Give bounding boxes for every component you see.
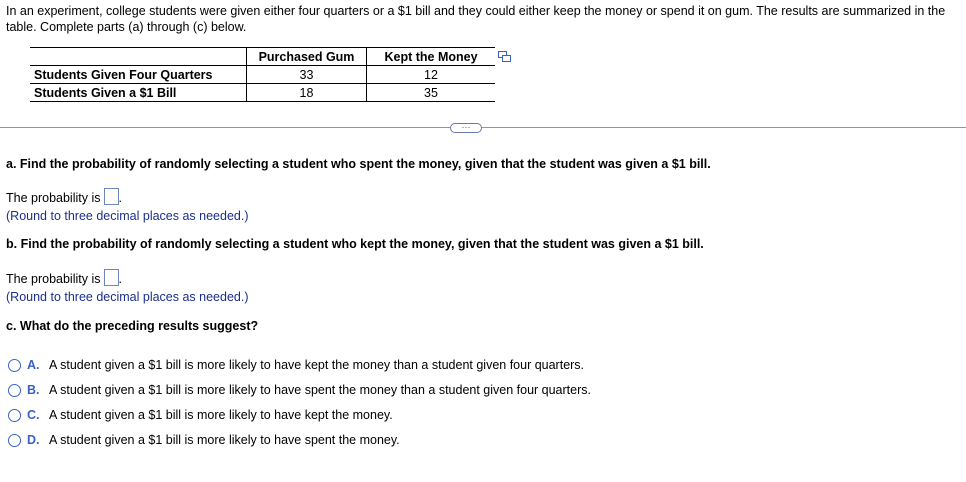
part-a-hint: (Round to three decimal places as needed.) bbox=[6, 209, 249, 223]
part-b-hint: (Round to three decimal places as needed.) bbox=[6, 290, 249, 304]
more-button[interactable]: ··· bbox=[450, 123, 482, 133]
table-cell: 18 bbox=[247, 84, 367, 102]
option-text: A student given a $1 bill is more likely to have kept the money. bbox=[49, 408, 393, 422]
part-b-answer-input[interactable] bbox=[104, 269, 119, 286]
problem-intro: In an experiment, college students were given either four quarters or a $1 bill and they could either keep the money or spend it on gum. The results are summarized in the table. Complete parts (a) through (c) below. bbox=[6, 4, 946, 34]
table-row bbox=[30, 84, 495, 102]
part-a-prompt: The probability is bbox=[6, 191, 101, 205]
part-a-answer-line: The probability is . bbox=[6, 188, 122, 205]
copy-table-icon[interactable] bbox=[498, 51, 507, 58]
radio-button[interactable] bbox=[8, 409, 21, 422]
option-letter: D. bbox=[27, 433, 40, 447]
option-b[interactable] bbox=[8, 383, 591, 397]
option-letter: B. bbox=[27, 383, 40, 397]
row-label: Students Given Four Quarters bbox=[30, 66, 247, 84]
part-c-question: c. What do the preceding results suggest? bbox=[6, 319, 259, 333]
header-cell: Kept the Money bbox=[367, 48, 496, 66]
data-table bbox=[30, 47, 495, 102]
table-row bbox=[30, 66, 495, 84]
table-cell: 35 bbox=[367, 84, 496, 102]
option-a[interactable] bbox=[8, 358, 584, 372]
radio-button[interactable] bbox=[8, 359, 21, 372]
radio-button[interactable] bbox=[8, 434, 21, 447]
part-a-question: a. Find the probability of randomly selecting a student who spent the money, given that the student was given a $1 bill. bbox=[6, 157, 711, 171]
table-cell: 12 bbox=[367, 66, 496, 84]
header-cell: Purchased Gum bbox=[247, 48, 367, 66]
option-c[interactable] bbox=[8, 408, 393, 422]
option-d[interactable] bbox=[8, 433, 400, 447]
table-header-row bbox=[30, 48, 495, 66]
part-b-question: b. Find the probability of randomly selecting a student who kept the money, given that the student was given a $1 bill. bbox=[6, 237, 704, 251]
header-cell bbox=[30, 48, 247, 66]
divider bbox=[0, 127, 966, 128]
radio-button[interactable] bbox=[8, 384, 21, 397]
part-b-answer-line: The probability is . bbox=[6, 269, 122, 286]
option-letter: C. bbox=[27, 408, 40, 422]
option-letter: A. bbox=[27, 358, 40, 372]
table-cell: 33 bbox=[247, 66, 367, 84]
option-text: A student given a $1 bill is more likely to have kept the money than a student given four quarters. bbox=[49, 358, 585, 372]
option-text: A student given a $1 bill is more likely to have spent the money. bbox=[49, 433, 400, 447]
part-b-prompt: The probability is bbox=[6, 272, 101, 286]
part-a-answer-input[interactable] bbox=[104, 188, 119, 205]
row-label: Students Given a $1 Bill bbox=[30, 84, 247, 102]
option-text: A student given a $1 bill is more likely to have spent the money than a student given four quarters. bbox=[49, 383, 591, 397]
